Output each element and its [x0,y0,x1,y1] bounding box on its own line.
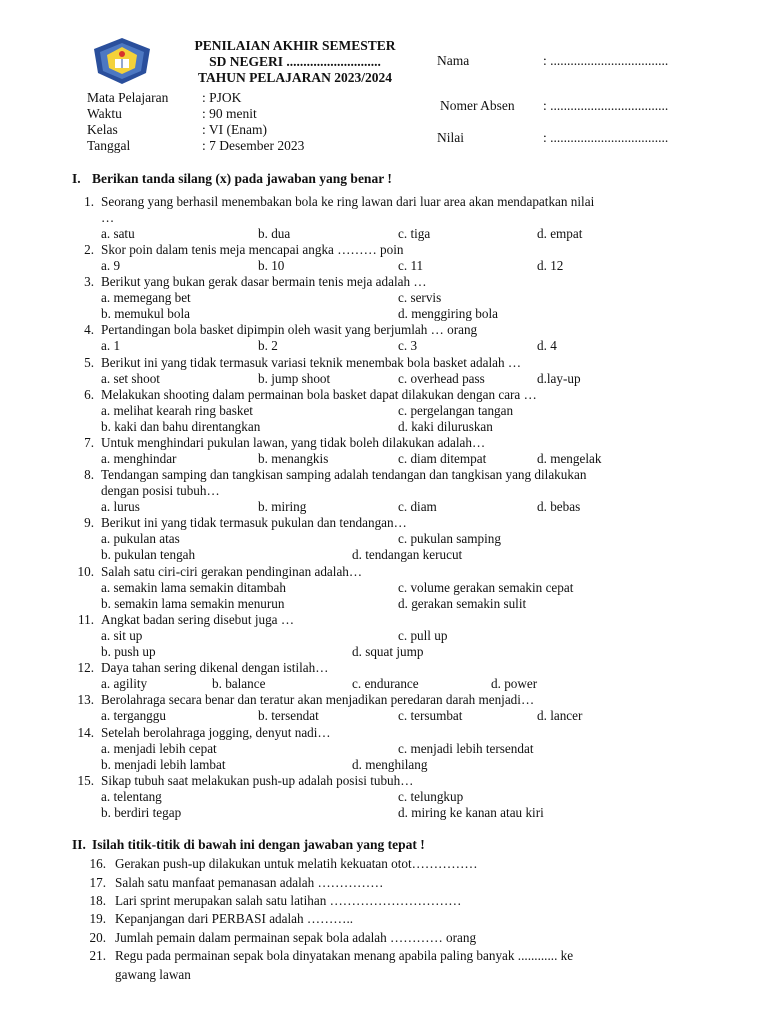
school-logo [92,37,152,85]
answer-option[interactable]: d. menggiring bola [398,306,498,321]
header-title: PENILAIAN AKHIR SEMESTER [194,38,396,53]
question-text: … [101,210,115,225]
answer-option[interactable]: d.lay-up [537,371,581,386]
answer-option[interactable]: b. kaki dan bahu direntangkan [101,419,261,434]
answer-option[interactable]: c. pergelangan tangan [398,403,514,418]
answer-option[interactable]: b. semakin lama semakin menurun [101,596,285,611]
answer-option[interactable]: a. lurus [101,499,140,514]
academic-year: TAHUN PELAJARAN 2023/2024 [197,70,392,85]
section-2-number: II. [72,837,86,852]
fill-question[interactable]: gawang lawan [115,967,191,982]
question-text: Daya tahan sering dikenal dengan istilah… [101,660,329,675]
question-text: Skor poin dalam tenis meja mencapai angka ……… poin [101,242,404,257]
question-number: 14. [77,725,94,740]
info-label-date: Tanggal [87,138,131,153]
question-number: 8. [84,467,94,482]
answer-option[interactable]: d. gerakan semakin sulit [398,596,527,611]
answer-option[interactable]: d. tendangan kerucut [352,547,463,562]
info-value-date: : 7 Desember 2023 [202,138,305,153]
answer-option[interactable]: b. menangkis [258,451,329,466]
student-field-absen: : ................................... [543,98,669,113]
question-text: Angkat badan sering disebut juga … [101,612,295,627]
answer-option[interactable]: c. telungkup [398,789,464,804]
question-number: 13. [77,692,94,707]
question-number: 2. [84,242,94,257]
answer-option[interactable]: c. menjadi lebih tersendat [398,741,534,756]
student-label-score: Nilai [437,130,464,145]
question-text: dengan posisi tubuh… [101,483,220,498]
answer-option[interactable]: b. push up [101,644,156,659]
question-text: Sikap tubuh saat melakukan push-up adalah posisi tubuh… [101,773,414,788]
answer-option[interactable]: a. semakin lama semakin ditambah [101,580,286,595]
answer-option[interactable]: c. volume gerakan semakin cepat [398,580,574,595]
question-text: Berolahraga secara benar dan teratur akan menjadikan peredaran darah menjadi… [101,692,535,707]
question-text: Untuk menghindari pukulan lawan, yang tidak boleh dilakukan adalah… [101,435,486,450]
answer-option[interactable]: c. diam [398,499,437,514]
question-text: Berikut yang bukan gerak dasar bermain tenis meja adalah … [101,274,427,289]
fill-question[interactable]: Regu pada permainan sepak bola dinyatakan menang apabila paling banyak ............ ke [115,948,574,963]
question-number: 7. [84,435,94,450]
answer-option[interactable]: c. servis [398,290,442,305]
fill-number: 19. [89,911,106,926]
answer-option[interactable]: b. balance [212,676,266,691]
student-field-name: : ................................... [543,53,669,68]
info-value-subject: : PJOK [202,90,242,105]
answer-option[interactable]: c. tersumbat [398,708,463,723]
answer-option[interactable]: a. pukulan atas [101,531,180,546]
question-text: Berikut ini yang tidak termasuk pukulan dan tendangan… [101,515,407,530]
answer-option[interactable]: c. 11 [398,258,424,273]
answer-option[interactable]: a. satu [101,226,135,241]
section-2-title: Isilah titik-titik di bawah ini dengan jawaban yang tepat ! [92,837,425,852]
answer-option[interactable]: c. pukulan samping [398,531,501,546]
answer-option[interactable]: d. lancer [537,708,583,723]
question-number: 11. [78,612,94,627]
student-label-name: Nama [437,53,470,68]
answer-option[interactable]: a. memegang bet [101,290,191,305]
answer-option[interactable]: d. miring ke kanan atau kiri [398,805,544,820]
answer-option[interactable]: b. 10 [258,258,285,273]
fill-question[interactable]: Jumlah pemain dalam permainan sepak bola adalah ………… orang [115,930,477,945]
question-number: 6. [84,387,94,402]
question-number: 1. [84,194,94,209]
answer-option[interactable]: d. bebas [537,499,581,514]
answer-option[interactable]: d. mengelak [537,451,602,466]
info-value-class: : VI (Enam) [202,122,267,137]
info-label-time: Waktu [87,106,122,121]
question-number: 10. [77,564,94,579]
fill-question[interactable]: Salah satu manfaat pemanasan adalah …………… [115,875,384,890]
section-1-title: Berikan tanda silang (x) pada jawaban yang benar ! [92,171,392,186]
question-text: Seorang yang berhasil menembakan bola ke ring lawan dari luar area akan mendapatkan nilai [101,194,595,209]
answer-option[interactable]: c. endurance [352,676,419,691]
question-text: Pertandingan bola basket dipimpin oleh wasit yang berjumlah … orang [101,322,478,337]
student-label-absen: Nomer Absen [440,98,515,113]
answer-option[interactable]: a. terganggu [101,708,166,723]
answer-option[interactable]: c. overhead pass [398,371,485,386]
student-field-score: : ................................... [543,130,669,145]
answer-option[interactable]: b. menjadi lebih lambat [101,757,226,772]
section-1-number: I. [72,171,81,186]
answer-option[interactable]: d. squat jump [352,644,424,659]
answer-option[interactable]: d. 12 [537,258,564,273]
question-number: 5. [84,355,94,370]
answer-option[interactable]: b. 2 [258,338,278,353]
answer-option[interactable]: d. power [491,676,538,691]
answer-option[interactable]: b. tersendat [258,708,319,723]
answer-option[interactable]: d. 4 [537,338,557,353]
answer-option[interactable]: b. miring [258,499,307,514]
answer-option[interactable]: d. menghilang [352,757,428,772]
info-value-time: : 90 menit [202,106,257,121]
answer-option[interactable]: b. memukul bola [101,306,191,321]
question-number: 3. [84,274,94,289]
fill-number: 20. [89,930,106,945]
question-text: Setelah berolahraga jogging, denyut nadi… [101,725,331,740]
fill-number: 21. [89,948,106,963]
answer-option[interactable]: b. pukulan tengah [101,547,196,562]
answer-option[interactable]: a. menjadi lebih cepat [101,741,217,756]
fill-number: 18. [89,893,106,908]
answer-option[interactable]: b. jump shoot [258,371,331,386]
question-number: 12. [77,660,94,675]
fill-question[interactable]: Kepanjangan dari PERBASI adalah ……….. [115,911,354,926]
answer-option[interactable]: d. kaki diluruskan [398,419,493,434]
question-text: Tendangan samping dan tangkisan samping adalah tendangan dan tangkisan yang dilakukan [101,467,587,482]
answer-option[interactable]: c. diam ditempat [398,451,487,466]
answer-option[interactable]: a. set shoot [101,371,160,386]
answer-option[interactable]: c. pull up [398,628,448,643]
info-label-subject: Mata Pelajaran [87,90,169,105]
answer-option[interactable]: a. 9 [101,258,121,273]
question-number: 4. [84,322,94,337]
answer-option[interactable]: a. melihat kearah ring basket [101,403,253,418]
answer-option[interactable]: a. 1 [101,338,121,353]
fill-question[interactable]: Lari sprint merupakan salah satu latihan ………………………… [115,893,462,908]
question-text: Salah satu ciri-ciri gerakan pendinginan adalah… [101,564,363,579]
question-text: Melakukan shooting dalam permainan bola basket dapat dilakukan dengan cara … [101,387,537,402]
school-name: SD NEGERI ............................ [209,54,381,69]
answer-option[interactable]: a. menghindar [101,451,177,466]
answer-option[interactable]: a. agility [101,676,148,691]
answer-option[interactable]: b. berdiri tegap [101,805,182,820]
answer-option[interactable]: c. 3 [398,338,418,353]
answer-option[interactable]: a. telentang [101,789,162,804]
fill-number: 16. [89,856,106,871]
answer-option[interactable]: c. tiga [398,226,431,241]
answer-option[interactable]: d. empat [537,226,583,241]
question-number: 9. [84,515,94,530]
answer-option[interactable]: b. dua [258,226,291,241]
fill-question[interactable]: Gerakan push-up dilakukan untuk melatih kekuatan otot…………… [115,856,478,871]
question-text: Berikut ini yang tidak termasuk variasi teknik menembak bola basket adalah … [101,355,522,370]
fill-number: 17. [89,875,106,890]
question-number: 15. [77,773,94,788]
info-label-class: Kelas [87,122,118,137]
answer-option[interactable]: a. sit up [101,628,143,643]
